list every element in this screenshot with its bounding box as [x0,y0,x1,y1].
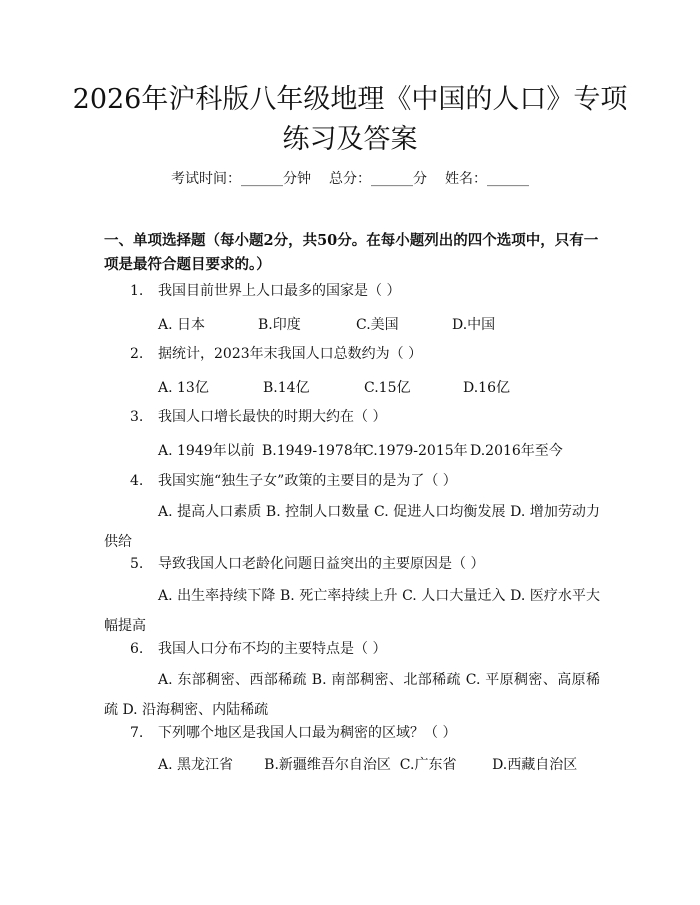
question-7-options: A. 黑龙江省 B.新疆维吾尔自治区 C.广东省 D.西藏自治区 [158,757,578,773]
option-d: D.2016年至今 [470,443,563,459]
question-number: 4. [130,473,144,489]
option-a: A. 1949年以前 [158,443,255,459]
question-text: 下列哪个地区是我国人口最为稠密的区域？（ ） [158,725,457,741]
question-number: 2. [130,346,144,362]
section-heading: 一、单项选择题（每小题2分，共50分。在每小题列出的四个选项中，只有一项是最符合题目要求的。） [104,232,599,273]
option-d: D.中国 [452,317,496,333]
document-title: 2026年沪科版八年级地理《中国的人口》专项练习及答案 [72,84,628,155]
question-number: 1. [130,283,144,299]
option-c: C.美国 [356,317,399,333]
question-text: 我国人口分布不均的主要特点是（ ） [158,641,387,657]
option-a: A. 日本 [158,317,206,333]
question-5-options: A. 出生率持续下降 B. 死亡率持续上升 C. 人口大量迁入 D. 医疗水平大幅提高 [104,588,600,634]
question-text: 据统计，2023年末我国人口总数约为（ ） [158,346,423,362]
option-b: B.14亿 [263,380,310,396]
question-text: 导致我国人口老龄化问题日益突出的主要原因是（ ） [158,556,485,572]
question-number: 7. [130,725,144,741]
total-score-field: 总分：______分 [329,171,427,187]
option-a: A. 13亿 [158,380,209,396]
option-b: B.印度 [258,317,301,333]
question-number: 6. [130,641,144,657]
exam-meta-line [0,168,700,188]
option-d: D.16亿 [463,380,510,396]
question-text: 我国实施“独生子女”政策的主要目的是为了（ ） [158,473,457,489]
option-c: C.1979-2015年 [363,443,468,459]
question-4-options: A. 提高人口素质 B. 控制人口数量 C. 促进人口均衡发展 D. 增加劳动力供给 [104,504,600,550]
question-6-options: A. 东部稠密、西部稀疏 B. 南部稠密、北部稀疏 C. 平原稠密、高原稀疏 D. 沿海稠密、内陆稀疏 [104,672,600,718]
question-number: 5. [130,556,144,572]
option-b: B.1949-1978年 [262,443,367,459]
student-name-field: 姓名：______ [445,171,529,187]
question-text: 我国目前世界上人口最多的国家是（ ） [158,283,401,299]
option-c: C.15亿 [364,380,411,396]
exam-time-field: 考试时间：______分钟 [171,171,311,187]
question-text: 我国人口增长最快的时期大约在（ ） [158,409,387,425]
question-number: 3. [130,409,144,425]
